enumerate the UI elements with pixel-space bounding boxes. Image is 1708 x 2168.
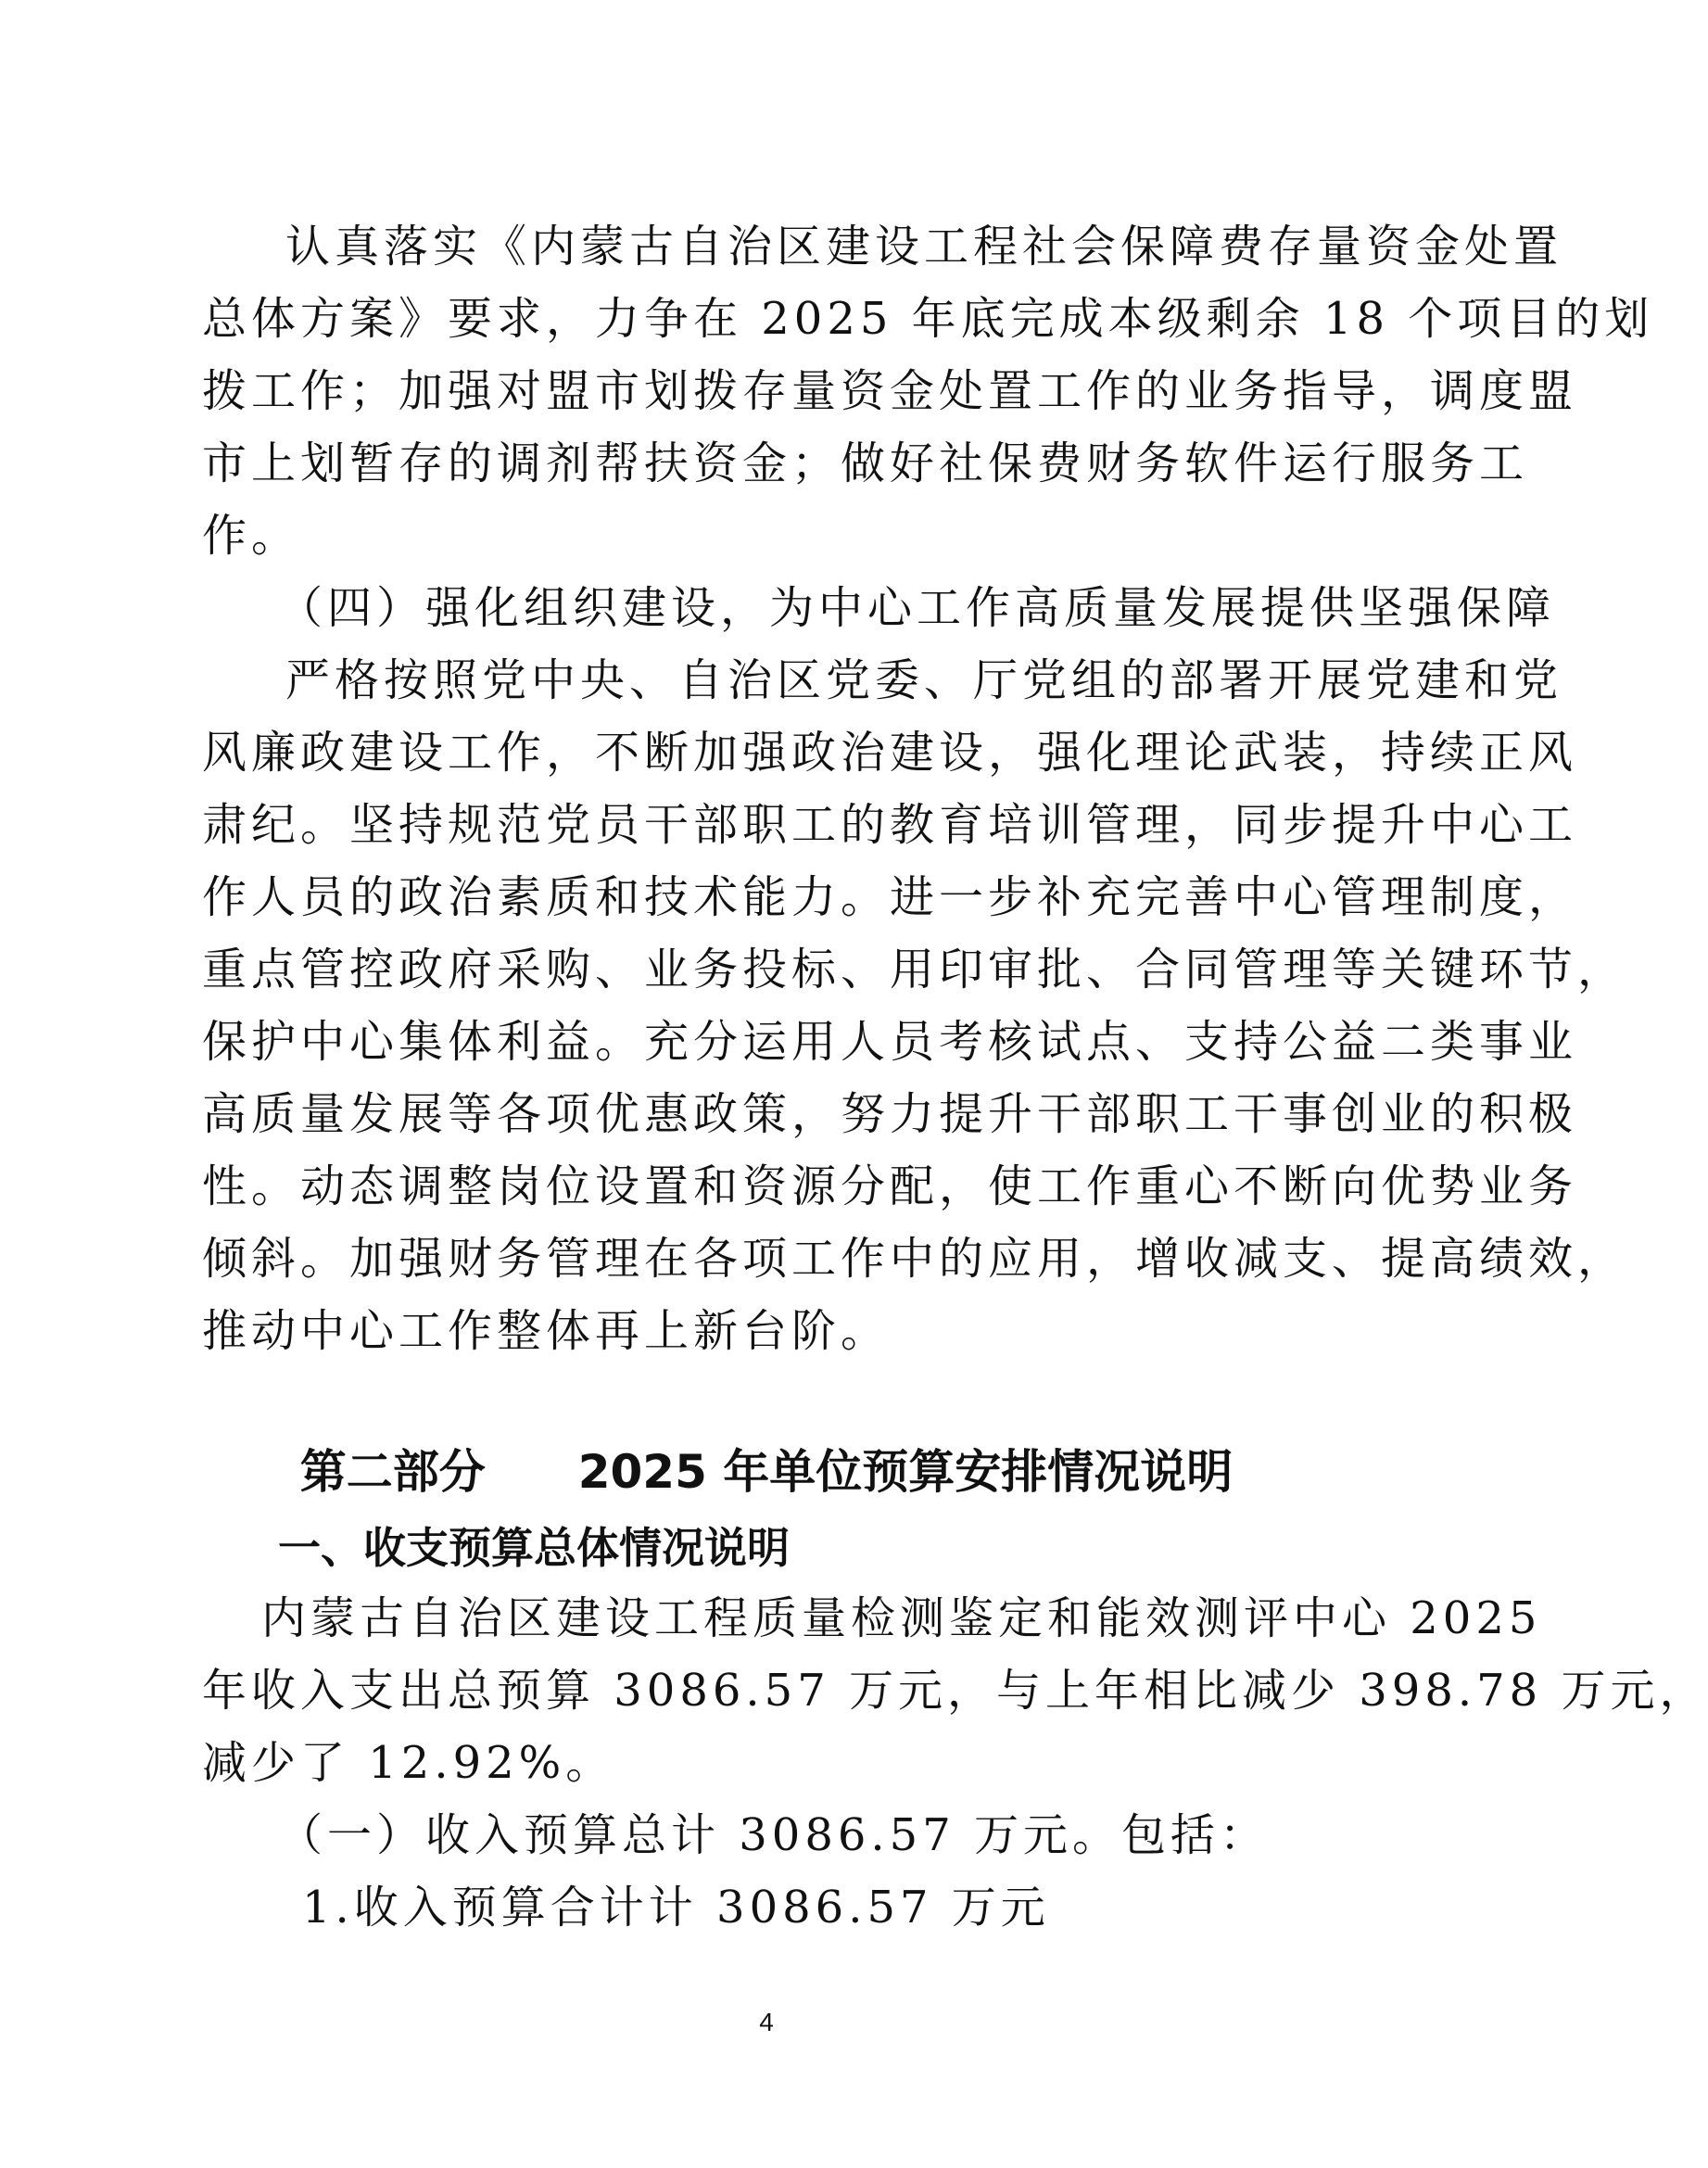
paragraph-1-line: 拨工作；加强对盟市划拨存量资金处置工作的业务指导，调度盟 [202,365,1578,417]
paragraph-2-line: 性。动态调整岗位设置和资源分配，使工作重心不断向优势业务 [202,1160,1578,1212]
paragraph-2-line: 严格按照党中央、自治区党委、厅党组的部署开展党建和党 [285,654,1563,706]
paragraph-3-line: 减少了 12.92%。 [202,1737,615,1789]
paragraph-2-line: 倾斜。加强财务管理在各项工作中的应用，增收减支、提高绩效， [202,1233,1627,1285]
paragraph-2-line: 高质量发展等各项优惠政策，努力提升干部职工干事创业的积极 [202,1088,1578,1140]
paragraph-2-line: 推动中心工作整体再上新台阶。 [202,1305,891,1357]
page-number: 4 [759,2008,774,2036]
section-4-title: （四）强化组织建设，为中心工作高质量发展提供坚强保障 [278,582,1556,634]
part-heading: 第二部分 2025 年单位预算安排情况说明 [299,1445,1234,1499]
paragraph-3-line: 内蒙古自治区建设工程质量检测鉴定和能效测评中心 2025 [261,1592,1542,1644]
paragraph-1-line: 作。 [202,510,301,562]
paragraph-1-line: 总体方案》要求，力争在 2025 年底完成本级剩余 18 个项目的划 [202,293,1654,345]
income-total-line: （一）收入预算总计 3086.57 万元。包括： [278,1809,1270,1861]
paragraph-2-line: 风廉政建设工作，不断加强政治建设，强化理论武装，持续正风 [202,727,1578,779]
paragraph-2-line: 保护中心集体利益。充分运用人员考核试点、支持公益二类事业 [202,1016,1578,1068]
paragraph-2-line: 重点管控政府采购、业务投标、用印审批、合同管理等关键环节， [202,944,1627,995]
paragraph-2-line: 肃纪。坚持规范党员干部职工的教育培训管理，同步提升中心工 [202,799,1578,851]
paragraph-1-line: 市上划暂存的调剂帮扶资金；做好社保费财务软件运行服务工 [202,437,1529,489]
income-item-1: 1.收入预算合计计 3086.57 万元 [302,1882,1050,1933]
paragraph-2-line: 作人员的政治素质和技术能力。进一步补充完善中心管理制度， [202,871,1578,923]
paragraph-3-line: 年收入支出总预算 3086.57 万元，与上年相比减少 398.78 万元， [202,1665,1708,1717]
paragraph-1-line: 认真落实《内蒙古自治区建设工程社会保障费存量资金处置 [285,221,1563,273]
subheading-overall-budget: 一、收支预算总体情况说明 [278,1523,790,1573]
